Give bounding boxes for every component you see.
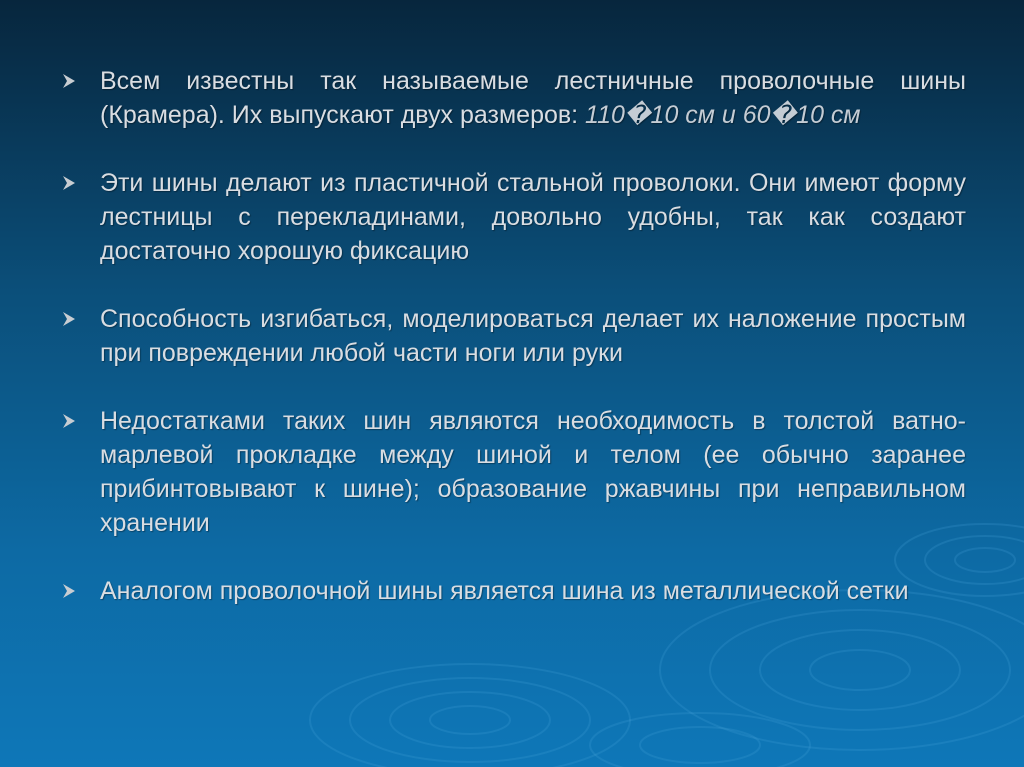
arrowhead-bullet-icon xyxy=(62,175,76,191)
bullet-text: Аналогом проволочной шины является шина из металлической сетки xyxy=(100,577,909,605)
bullet-text: Эти шины делают из пластичной стальной проволоки. Они имеют форму лестницы с перекладинами, довольно удобны, так как создают достаточно хорошую фиксацию xyxy=(100,169,966,265)
bullet-text: Недостатками таких шин являются необходимость в толстой ватно-марлевой прокладке между шиной и телом (ее обычно заранее прибинтовывают к шине); образование ржавчины при неправильном хранении xyxy=(100,407,966,537)
arrowhead-bullet-icon xyxy=(62,73,76,89)
arrowhead-bullet-icon xyxy=(62,583,76,599)
arrowhead-bullet-icon xyxy=(62,311,76,327)
bullet-item xyxy=(62,166,966,268)
bullet-item xyxy=(62,574,966,608)
bullet-text: Всем известны так называемые лестничные проволочные шины (Крамера). Их выпускают двух размеров: 110�10 см и 60�10 см xyxy=(100,67,966,129)
bullet-item xyxy=(62,64,966,132)
bullet-item xyxy=(62,404,966,540)
arrowhead-bullet-icon xyxy=(62,413,76,429)
slide-content xyxy=(62,64,966,642)
splint-sizes: 110�10 см и 60�10 см xyxy=(585,101,861,129)
bullet-text: Способность изгибаться, моделироваться делает их наложение простым при повреждении любой части ноги или руки xyxy=(100,305,966,367)
bullet-item xyxy=(62,302,966,370)
